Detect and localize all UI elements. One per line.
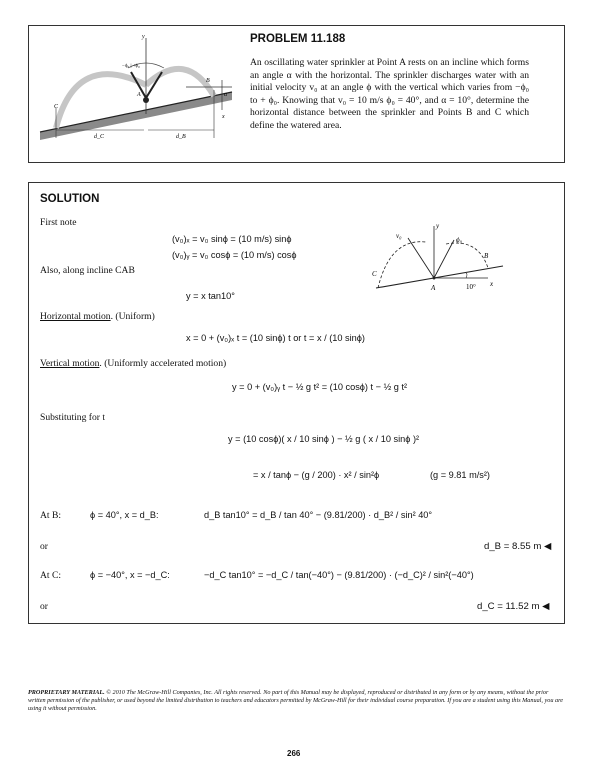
sketch-v0-right [434, 240, 454, 278]
proprietary-label: PROPRIETARY MATERIAL. [28, 689, 105, 696]
solution-sketch [368, 218, 513, 296]
at-c-label: At C: [40, 570, 62, 581]
sketch-x-label: x [490, 280, 494, 288]
also-along: Also, along incline CAB [40, 265, 135, 276]
problem-title: PROBLEM 11.188 [250, 33, 346, 45]
fig-label-db: d_B [176, 134, 186, 140]
proprietary-text: © 2010 The McGraw-Hill Companies, Inc. All rights reserved. No part of this Manual may be displayed, reproduced or distributed in any form or by any means, without the prior written permission of the publisher, or used beyond the limited distribution to teachers and educators permitted by McGraw-Hill for their individual course preparation. If you are a student using this Manual, you are using it without permission. [28, 689, 563, 713]
sketch-phi0-label: ϕ₀ [456, 236, 463, 244]
or-label-2: or [40, 601, 48, 612]
vertical-motion-note: . (Uniformly accelerated motion) [99, 358, 227, 369]
sketch-a-label: A [431, 284, 436, 292]
substituting: Substituting for t [40, 412, 106, 423]
page-number: 266 [287, 749, 301, 758]
fig-label-x: x [222, 114, 225, 120]
eq-substitution-1: y = (10 cosϕ)( x / 10 sinϕ ) − ½ g ( x / 10 sinϕ )² [228, 434, 420, 444]
eq-horizontal: x = 0 + (v₀)ₓ t = (10 sinϕ) t or t = x / (10 sinϕ) [186, 333, 365, 343]
at-b-condition: ϕ = 40°, x = d_B: [90, 510, 159, 520]
horizontal-motion-note: . (Uniform) [110, 311, 155, 322]
vertical-motion-heading: Vertical motion [40, 358, 100, 369]
horizontal-motion-heading: Horizontal motion [40, 311, 111, 322]
horizontal-motion-line [40, 311, 155, 322]
sketch-v0-label: v₀ [396, 232, 402, 240]
at-b-label: At B: [40, 510, 62, 521]
eq-substitution-2: = x / tanϕ − (g / 200) · x² / sin²ϕ [253, 470, 380, 480]
fig-label-alpha: α [224, 92, 228, 98]
problem-figure [36, 30, 236, 145]
problem-text: An oscillating water sprinkler at Point A rests on an incline which forms an angle α with the horizontal. The sprinkler discharges water with an initial velocity v₀ at an angle ϕ with the vertical which varies from −ϕ₀ to + ϕ₀. Knowing that v₀ = 10 m/s ϕ₀ = 40°, and α = 10°, determine the horizontal distance between the sprinkler and Points B and C which define the watered area. [250, 57, 529, 131]
at-c-equation: −d_C tan10° = −d_C / tan(−40°) − (9.81/200) · (−d_C)² / sin²(−40°) [204, 570, 474, 580]
sketch-point-a [433, 277, 436, 280]
result-db: d_B = 8.55 m ◀ [484, 541, 552, 552]
gravity-value: (g = 9.81 m/s²) [430, 470, 490, 480]
fig-label-y: y [142, 34, 145, 40]
fig-label-c: C [54, 104, 59, 110]
vertical-motion-line [40, 358, 226, 369]
sketch-incline [376, 266, 503, 288]
eq-vertical: y = 0 + (v₀)ᵧ t − ½ g t² = (10 cosϕ) t − ½ g t² [232, 382, 408, 392]
at-c-condition: ϕ = −40°, x = −d_C: [90, 570, 170, 580]
at-b-equation: d_B tan10° = d_B / tan 40° − (9.81/200) · d_B² / sin² 40° [204, 510, 433, 520]
eq-vy: (v₀)ᵧ = v₀ cosϕ = (10 m/s) cosϕ [172, 250, 297, 260]
sketch-b-label: B [484, 252, 489, 260]
sketch-ten-label: 10° [466, 283, 476, 291]
sketch-c-label: C [372, 270, 377, 278]
eq-incline: y = x tan10° [186, 291, 235, 301]
sketch-v0-left [408, 238, 434, 278]
fig-label-phi: −ϕ₀ | +ϕ₀ [122, 64, 140, 69]
result-dc: d_C = 11.52 m ◀ [477, 601, 550, 612]
fig-label-dc: d_C [94, 134, 105, 140]
proprietary-notice [28, 689, 565, 714]
sprinkler-base [143, 97, 149, 103]
fig-label-b: B [206, 78, 210, 84]
first-note: First note [40, 217, 77, 228]
sketch-y-label: y [436, 222, 440, 230]
or-label-1: or [40, 541, 48, 552]
sketch-path-right [446, 243, 488, 268]
eq-vx: (v₀)ₓ = v₀ sinϕ = (10 m/s) sinϕ [172, 234, 292, 244]
fig-label-a: A [137, 92, 141, 98]
sketch-angle-arc [466, 273, 467, 278]
solution-title: SOLUTION [40, 193, 100, 205]
